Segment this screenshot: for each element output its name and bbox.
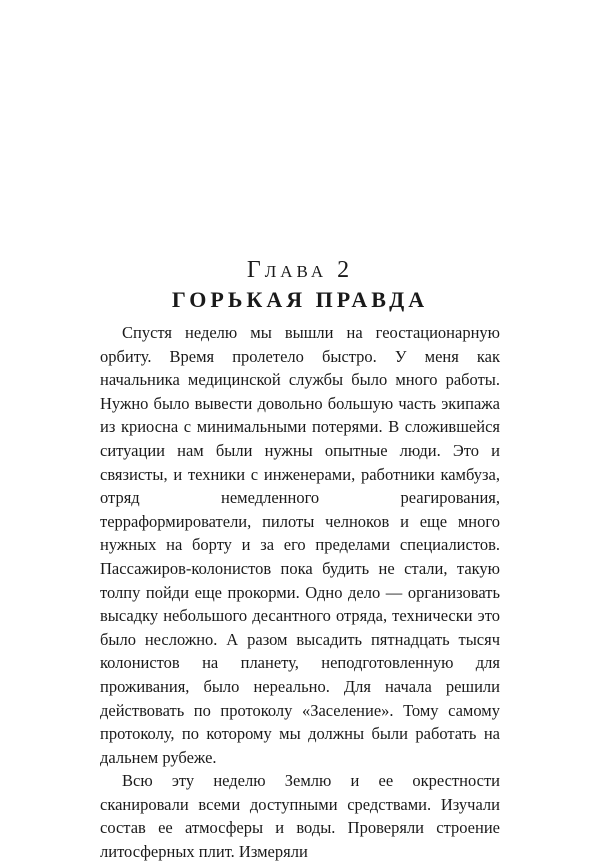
chapter-title: ГОРЬКАЯ ПРАВДА xyxy=(171,287,429,312)
chapter-header xyxy=(0,255,600,315)
chapter-number: Глава 2 xyxy=(246,257,354,283)
paragraph: Всю эту неделю Землю и ее окрестности сканировали всеми доступными средствами. Изучали состав ее атмосферы и воды. Проверяли строение литосферных плит. Измеряли xyxy=(100,771,500,862)
chapter-body xyxy=(100,321,500,864)
paragraph: Спустя неделю мы вышли на геостационарную орбиту. Время пролетело быстро. У меня как начальника медицинской службы было много работы. Нужно было вывести довольно большую часть экипажа из криосна с минимальными потерями. В сложившейся ситуации нам были нужны опытные люди. Это и связисты, и техники с инженерами, работники камбуза, отряд немедленного реагирования, терраформирователи, пилоты челноков и еще много нужных на борту и за его пределами специалистов. Пассажиров-колонистов пока будить не стали, такую толпу пойди еще прокорми. Одно дело — организовать высадку небольшого десантного отряда, технически это было несложно. А разом высадить пятнадцать тысяч колонистов на планету, неподготовленную для проживания, было нереально. Для начала решили действовать по протоколу «Заселение». Тому самому протоколу, по которому мы должны были работать на дальнем рубеже. xyxy=(100,323,500,767)
